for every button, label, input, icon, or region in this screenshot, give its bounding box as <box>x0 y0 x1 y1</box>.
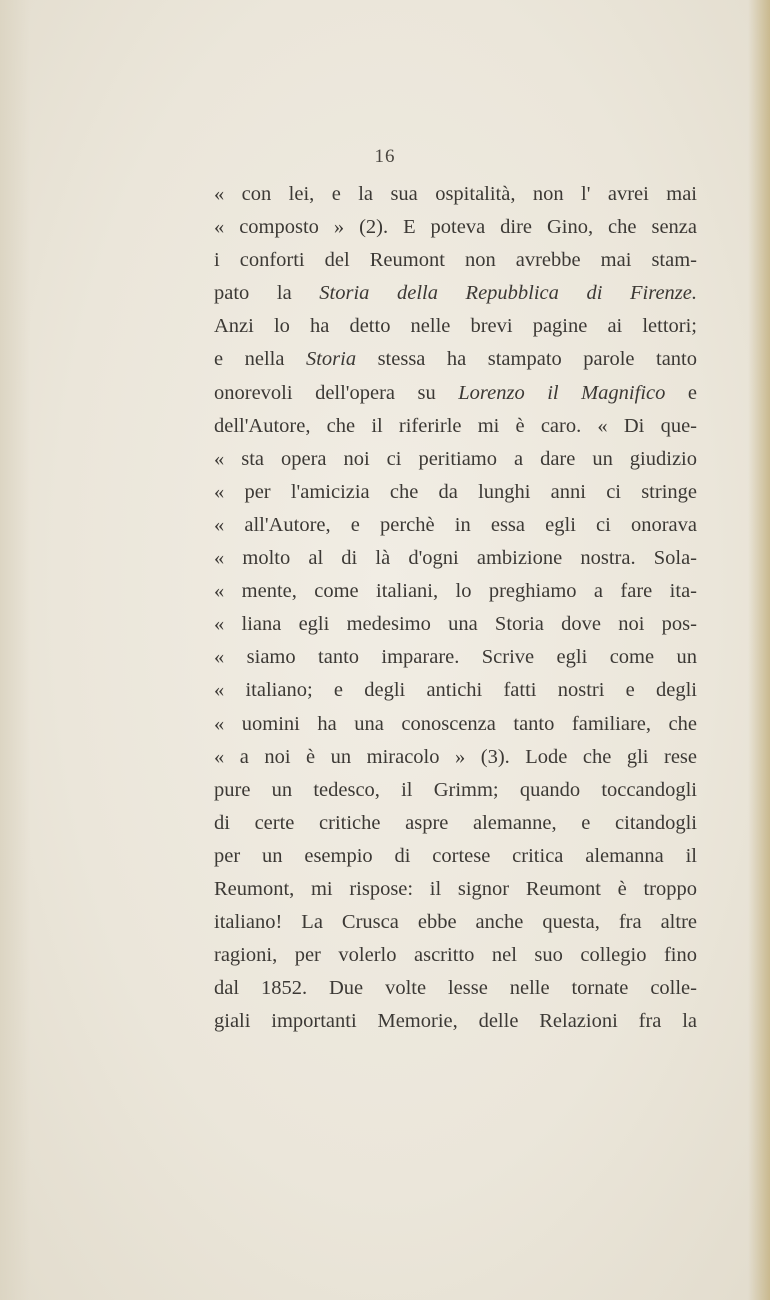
text-line: « con lei, e la sua ospitalità, non l' avrei mai <box>214 183 697 205</box>
text-segment: onorevoli dell'opera su <box>214 381 459 404</box>
text-line: « sta opera noi ci peritiamo a dare un giudizio <box>214 447 697 470</box>
text-segment: stessa ha stampato parole tanto <box>356 348 697 371</box>
text-line: « molto al di là d'ogni ambizione nostra. Sola- <box>214 547 697 570</box>
text-segment: e <box>665 381 697 404</box>
text-line: « siamo tanto imparare. Scrive egli come un <box>214 646 697 669</box>
text-segment: e nella <box>214 348 306 371</box>
text-segment: pato la <box>214 282 320 305</box>
text-line <box>214 377 697 410</box>
text-line: per un esempio di cortese critica alemanna il <box>214 844 697 867</box>
text-line: dal 1852. Due volte lesse nelle tornate colle- <box>214 977 697 1000</box>
text-line: giali importanti Memorie, delle Relazioni fra la <box>214 1010 697 1033</box>
text-line: « per l'amicizia che da lunghi anni ci stringe <box>214 480 697 503</box>
page-edge-left <box>0 0 30 1300</box>
italic-title: Lorenzo il Magnifico <box>458 381 666 404</box>
body-text <box>214 178 697 1038</box>
text-line: ragioni, per volerlo ascritto nel suo collegio fino <box>214 944 697 967</box>
text-line <box>214 277 697 310</box>
text-line: « all'Autore, e perchè in essa egli ci onorava <box>214 513 697 536</box>
text-line: Anzi lo ha detto nelle brevi pagine ai lettori; <box>214 315 697 338</box>
text-line: i conforti del Reumont non avrebbe mai stam- <box>214 249 697 272</box>
text-line: « composto » (2). E poteva dire Gino, che senza <box>214 216 697 239</box>
text-line: « a noi è un miracolo » (3). Lode che gli rese <box>214 745 697 768</box>
italic-title: Storia della Repubblica di Firenze. <box>319 282 697 305</box>
text-line: Reumont, mi rispose: il signor Reumont è troppo <box>214 877 697 900</box>
italic-title: Storia <box>305 348 357 371</box>
text-line: pure un tedesco, il Grimm; quando toccandogli <box>214 778 697 801</box>
text-line <box>214 343 697 376</box>
text-line: « liana egli medesimo una Storia dove noi pos- <box>214 613 697 636</box>
text-line: italiano! La Crusca ebbe anche questa, fra altre <box>214 911 697 934</box>
text-line: « italiano; e degli antichi fatti nostri e degli <box>214 679 697 702</box>
text-line: dell'Autore, che il riferirle mi è caro. « Di que- <box>214 414 697 437</box>
text-line: di certe critiche aspre alemanne, e citandogli <box>214 811 697 834</box>
page-edge-right <box>748 0 770 1300</box>
page-number: 16 <box>374 146 396 167</box>
text-line: « uomini ha una conoscenza tanto familiare, che <box>214 712 697 735</box>
text-line: « mente, come italiani, lo preghiamo a fare ita- <box>214 580 697 603</box>
